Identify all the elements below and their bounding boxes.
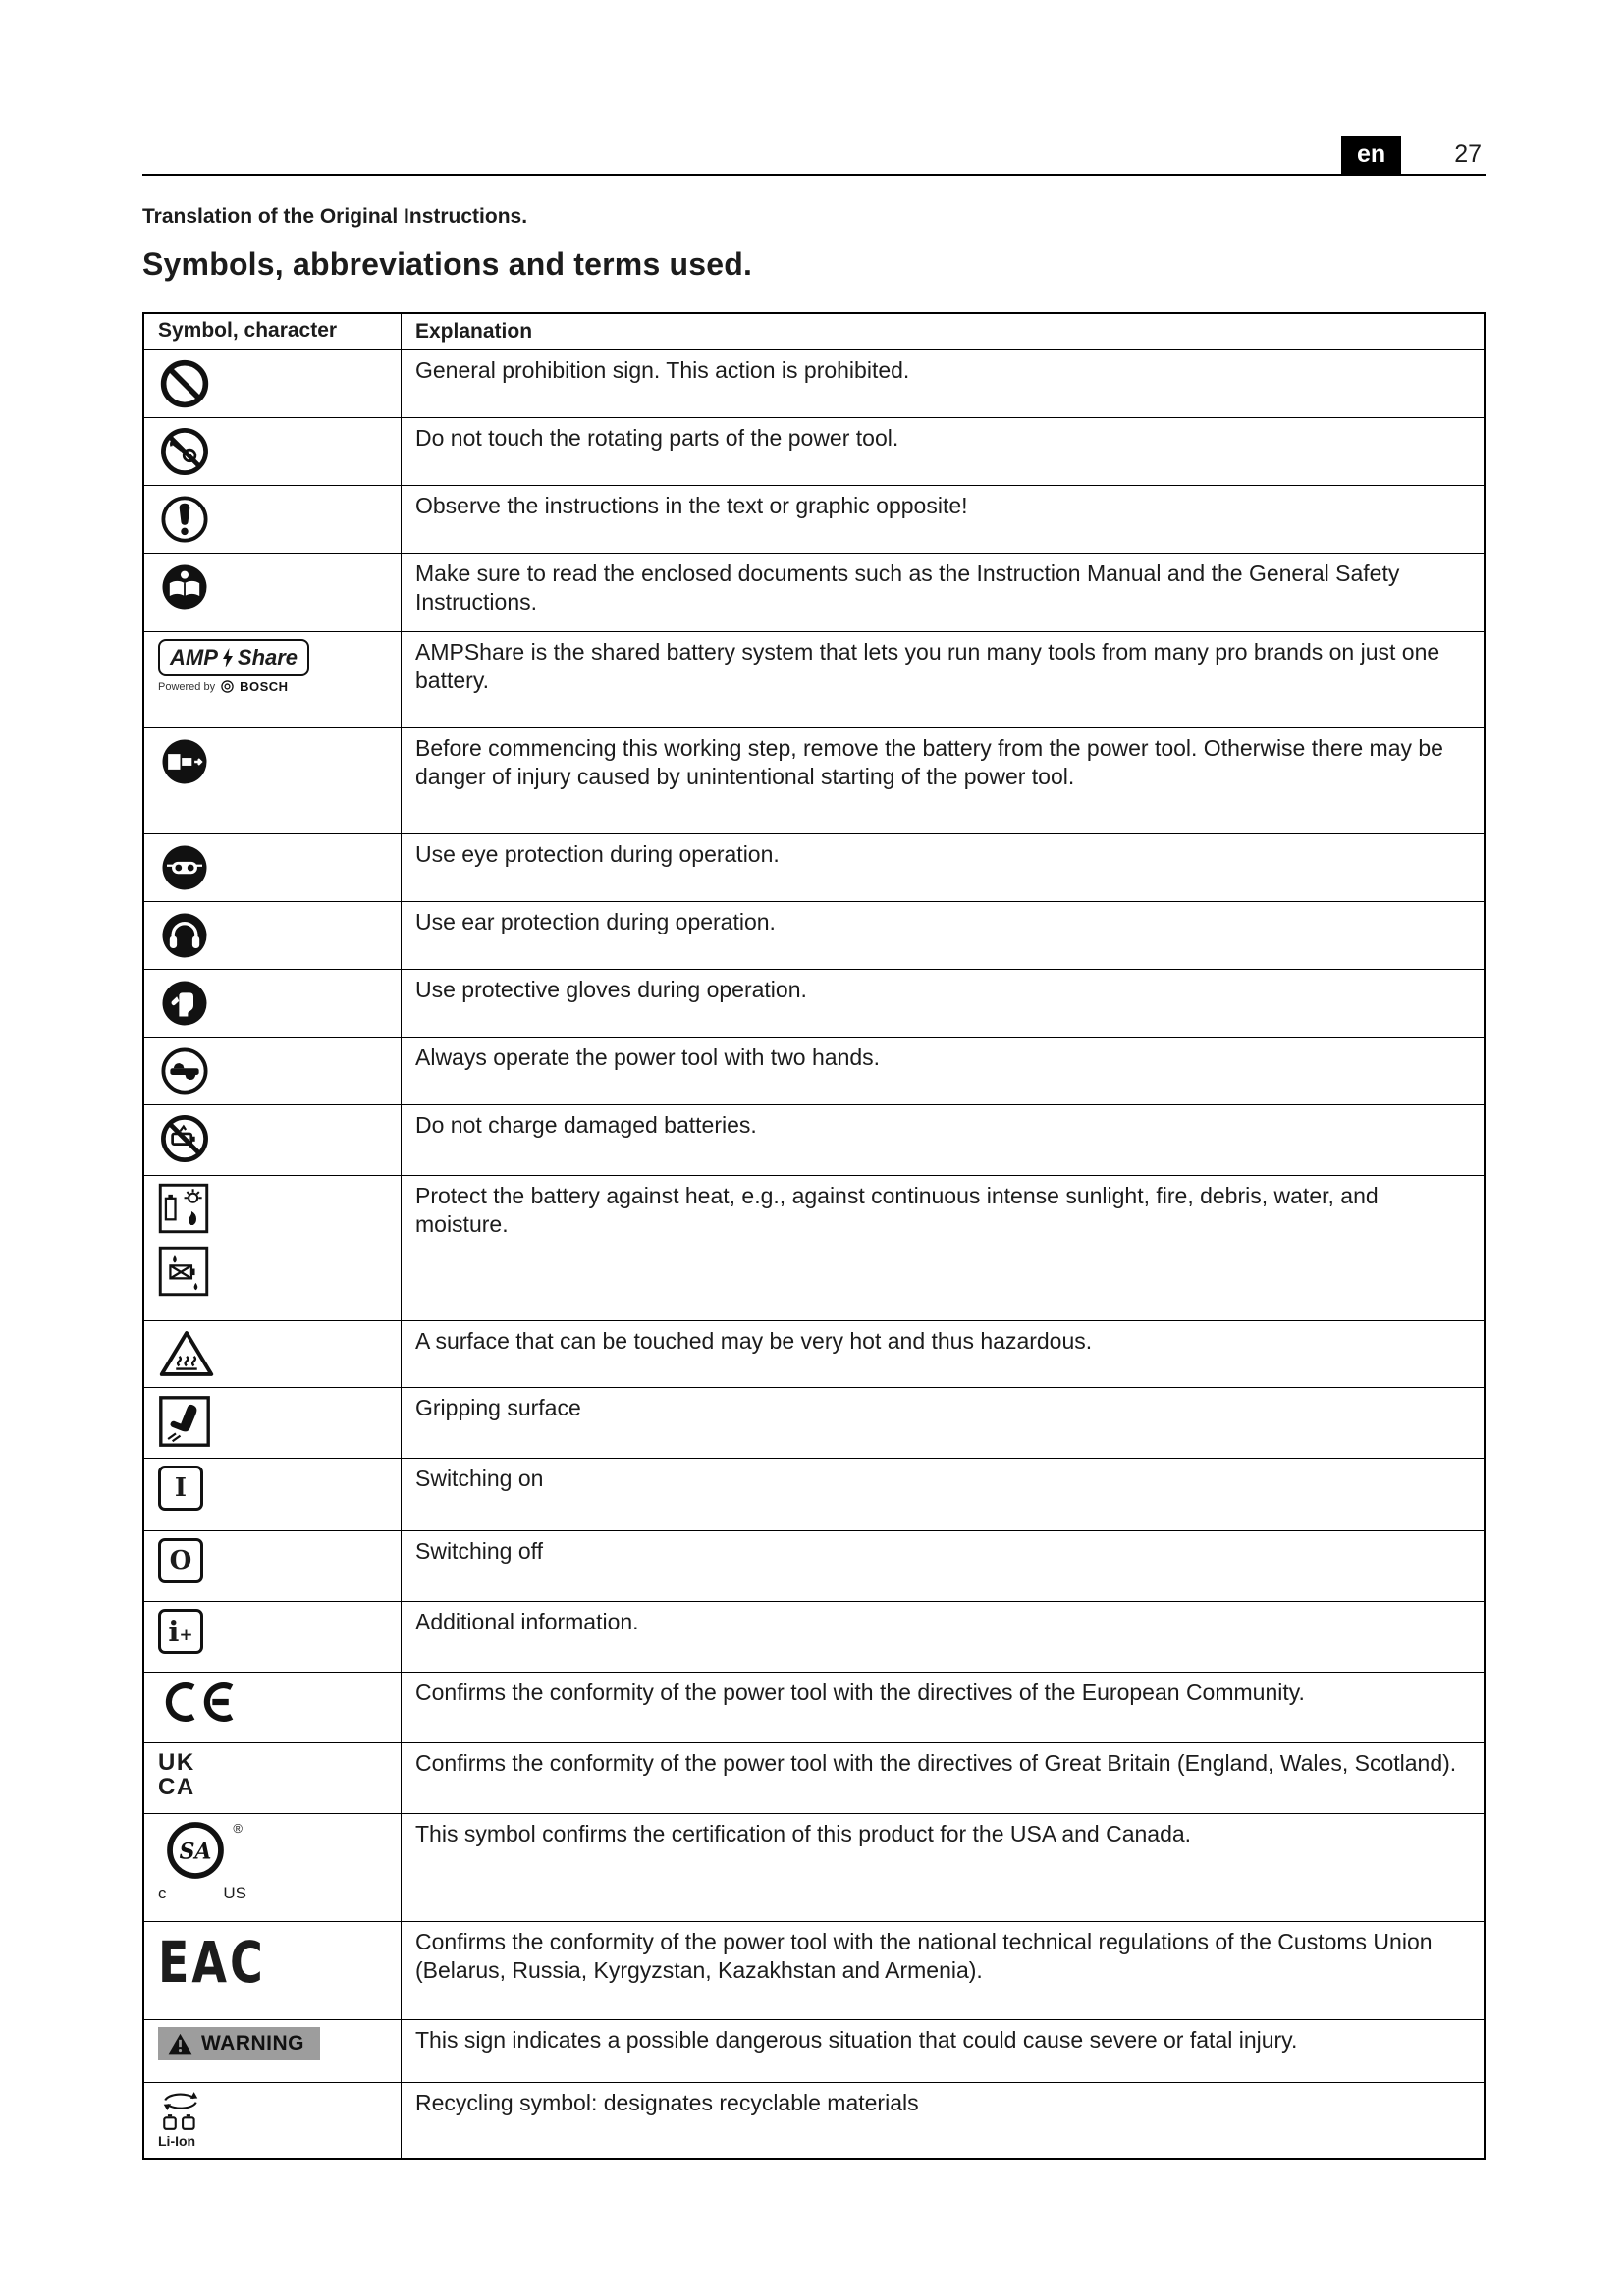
explanation-cell: Gripping surface	[415, 1395, 581, 1420]
page-title: Symbols, abbreviations and terms used.	[142, 246, 753, 282]
symbol-cell	[144, 418, 402, 485]
explanation-cell: Use ear protection during operation.	[415, 909, 776, 934]
switch-on-icon	[158, 1466, 203, 1511]
table-row	[144, 1459, 1484, 1531]
table-row	[144, 2020, 1484, 2083]
symbol-cell	[144, 970, 402, 1037]
table-row	[144, 1105, 1484, 1176]
explanation-cell: This symbol confirms the certification of this product for the USA and Canada.	[415, 1821, 1192, 1846]
table-row	[144, 834, 1484, 902]
table-row	[144, 728, 1484, 834]
symbol-cell	[144, 1531, 402, 1601]
eac-mark-icon: EAC	[158, 1929, 266, 1996]
bosch-text: BOSCH	[240, 679, 289, 694]
table-row	[144, 1531, 1484, 1602]
table-row	[144, 1321, 1484, 1388]
explanation-cell: Switching off	[415, 1538, 543, 1564]
explanation-cell: Confirms the conformity of the power tool with the national technical regulations of the Customs Union (Belarus, Russia, Kyrgyzstan, Kazakhstan and Armenia).	[415, 1929, 1433, 1984]
prohibition-icon	[158, 357, 211, 410]
symbol-cell	[144, 350, 402, 417]
ukca-ca-text: CA	[158, 1774, 195, 1801]
symbol-cell	[144, 2020, 402, 2082]
ampshare-badge	[158, 639, 309, 676]
switch-off-glyph: O	[169, 1546, 192, 1575]
symbol-cell	[144, 728, 402, 833]
symbol-cell	[144, 1038, 402, 1104]
battery-water-protection-icon	[158, 1246, 209, 1297]
gripping-surface-icon	[158, 1395, 211, 1448]
no-touch-rotating-parts-icon	[158, 425, 211, 478]
page-masthead	[142, 136, 1486, 176]
table-row	[144, 2083, 1484, 2158]
explanation-cell: Always operate the power tool with two hands.	[415, 1044, 881, 1070]
info-i-glyph: i	[168, 1615, 180, 1648]
csa-us-text: US	[223, 1884, 246, 1902]
explanation-cell: Confirms the conformity of the power tool with the directives of the European Community.	[415, 1680, 1305, 1705]
explanation-cell: General prohibition sign. This action is prohibited.	[415, 357, 910, 383]
warning-badge	[158, 2027, 320, 2060]
table-row	[144, 970, 1484, 1038]
warning-text: WARNING	[201, 2032, 304, 2055]
two-hands-icon	[158, 1044, 211, 1097]
symbol-cell	[144, 1321, 402, 1387]
table-row	[144, 418, 1484, 486]
explanation-cell: Before commencing this working step, remove the battery from the power tool. Otherwise there may be danger of injury caused by unintentional starting of the power tool.	[415, 735, 1443, 790]
table-row	[144, 1038, 1484, 1105]
symbol-cell	[144, 486, 402, 553]
table-row	[144, 1673, 1484, 1743]
language-badge: en	[1341, 136, 1401, 174]
csa-mark-icon	[158, 1821, 246, 1903]
table-row	[144, 902, 1484, 970]
explanation-cell: Use eye protection during operation.	[415, 841, 780, 867]
table-row	[144, 554, 1484, 632]
symbol-column-header: Symbol, character	[144, 314, 402, 349]
symbol-cell	[144, 1388, 402, 1458]
table-header-row	[144, 314, 1484, 350]
explanation-column-header: Explanation	[415, 320, 533, 343]
ampshare-logo	[158, 639, 309, 694]
explanation-cell: Do not touch the rotating parts of the power tool.	[415, 425, 899, 451]
symbol-cell	[144, 1814, 402, 1921]
li-ion-text: Li-Ion	[158, 2133, 196, 2149]
recycling-arrows-icon	[158, 2090, 203, 2131]
explanation-cell: Make sure to read the enclosed documents such as the Instruction Manual and the General Safety Instructions.	[415, 561, 1400, 615]
symbols-table	[142, 312, 1486, 2160]
explanation-cell: AMPShare is the shared battery system that lets you run many tools from many pro brands on just one battery.	[415, 639, 1440, 694]
li-ion-recycling-icon	[158, 2090, 203, 2149]
observe-instructions-icon	[158, 493, 211, 546]
info-plus-glyph: +	[179, 1626, 193, 1645]
table-row	[144, 1922, 1484, 2020]
ampshare-amp-text: AMP	[170, 645, 218, 669]
table-row	[144, 486, 1484, 554]
explanation-cell: A surface that can be touched may be very hot and thus hazardous.	[415, 1328, 1093, 1354]
battery-heat-protection-icon	[158, 1183, 209, 1234]
ampshare-share-text: Share	[237, 645, 298, 669]
ear-protection-icon	[158, 909, 211, 962]
symbol-cell	[144, 632, 402, 727]
ce-mark-icon	[158, 1680, 239, 1725]
symbol-cell	[144, 2083, 402, 2158]
doc-subtitle: Translation of the Original Instructions.	[142, 205, 528, 228]
explanation-cell: Observe the instructions in the text or graphic opposite!	[415, 493, 968, 518]
symbol-cell	[144, 1673, 402, 1742]
explanation-cell: This sign indicates a possible dangerous situation that could cause severe or fatal injury.	[415, 2027, 1298, 2053]
powered-by-text: Powered by	[158, 680, 216, 693]
warning-triangle-icon	[168, 2033, 192, 2055]
table-row	[144, 632, 1484, 728]
protective-gloves-icon	[158, 977, 211, 1030]
ampshare-powered-by	[158, 679, 309, 694]
additional-information-icon	[158, 1609, 203, 1654]
symbol-cell	[144, 902, 402, 969]
symbol-cell	[144, 1743, 402, 1813]
explanation-cell: Recycling symbol: designates recyclable materials	[415, 2090, 919, 2115]
csa-monogram-text: SA	[179, 1839, 212, 1865]
switch-on-glyph: I	[174, 1473, 188, 1503]
symbol-cell	[144, 1922, 402, 2019]
no-charge-damaged-battery-icon	[158, 1112, 211, 1165]
explanation-cell: Confirms the conformity of the power tool with the directives of Great Britain (England, Wales, Scotland).	[415, 1750, 1457, 1776]
read-documents-icon	[158, 561, 211, 614]
table-row	[144, 1388, 1484, 1459]
table-row	[144, 1743, 1484, 1814]
lightning-bolt-icon	[222, 648, 234, 667]
page-number: 27	[1454, 140, 1482, 168]
symbol-cell	[144, 554, 402, 631]
bosch-anchor-icon	[221, 680, 234, 693]
symbol-cell	[144, 1459, 402, 1530]
table-row	[144, 1176, 1484, 1321]
csa-c-text: c	[158, 1884, 167, 1902]
symbol-cell	[144, 1602, 402, 1672]
table-row	[144, 1814, 1484, 1922]
symbol-cell	[144, 1176, 402, 1320]
table-row	[144, 350, 1484, 418]
eye-protection-icon	[158, 841, 211, 894]
hot-surface-warning-icon	[158, 1328, 215, 1379]
remove-battery-icon	[158, 735, 211, 788]
ukca-mark-icon	[158, 1750, 195, 1799]
explanation-cell: Do not charge damaged batteries.	[415, 1112, 757, 1138]
explanation-cell: Use protective gloves during operation.	[415, 977, 807, 1002]
explanation-cell: Protect the battery against heat, e.g., against continuous intense sunlight, fire, debris, water, and moisture.	[415, 1183, 1379, 1238]
symbol-cell	[144, 1105, 402, 1175]
explanation-cell: Switching on	[415, 1466, 544, 1491]
ukca-uk-text: UK	[158, 1749, 195, 1776]
table-row	[144, 1602, 1484, 1673]
symbol-cell	[144, 834, 402, 901]
explanation-cell: Additional information.	[415, 1609, 639, 1634]
csa-registered-text: ®	[233, 1821, 243, 1836]
switch-off-icon	[158, 1538, 203, 1583]
